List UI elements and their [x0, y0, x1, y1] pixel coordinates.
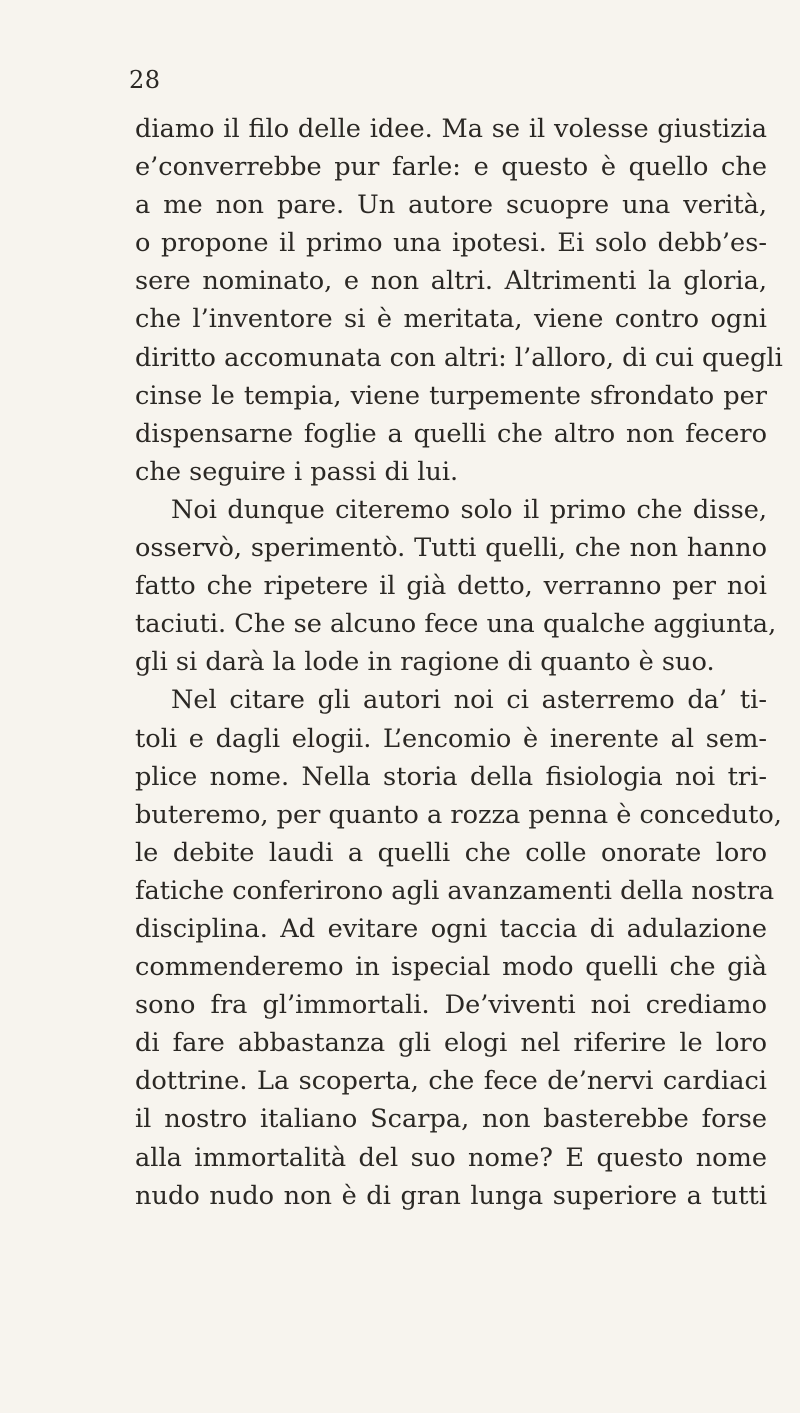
body-text	[135, 110, 783, 1215]
paragraph-end-line: gli si darà la lode in ragione di quanto è suo.	[135, 647, 715, 678]
text-line: cinse le tempia, viene turpemente sfrondato per	[135, 380, 767, 411]
text-line: fatto che ripetere il già detto, verranno per noi	[135, 571, 767, 602]
text-line: osservò, sperimentò. Tutti quelli, che non hanno	[135, 533, 767, 564]
text-line: le debite laudi a quelli che colle onorate loro	[135, 837, 767, 868]
text-line: alla immortalità del suo nome? E questo nome	[135, 1142, 767, 1173]
text-line: commenderemo in ispecial modo quelli che già	[135, 952, 767, 983]
paragraph-start-line: Noi dunque citeremo solo il primo che disse,	[171, 494, 767, 525]
paragraph-end-line: che seguire i passi di lui.	[135, 456, 459, 487]
text-line: che l’inventore si è meritata, viene contro ogni	[135, 304, 767, 335]
text-line: taciuti. Che se alcuno fece una qualche aggiunta,	[135, 609, 777, 640]
text-line: diamo il filo delle idee. Ma se il volesse giustizia	[135, 114, 767, 144]
text-line: o propone il primo una ipotesi. Ei solo debb’es-	[135, 228, 767, 259]
text-line: a me non pare. Un autore scuopre una verità,	[135, 190, 767, 221]
text-line: dispensarne foglie a quelli che altro non fecero	[135, 418, 767, 449]
text-line: nudo nudo non è di gran lunga superiore a tutti	[135, 1180, 767, 1211]
text-line: toli e dagli elogii. L’encomio è inerente al sem-	[135, 723, 767, 754]
text-line: sono fra gl’immortali. De’viventi noi crediamo	[135, 990, 767, 1021]
text-line: plice nome. Nella storia della fisiologia noi tri-	[135, 761, 767, 792]
text-line: di fare abbastanza gli elogi nel riferire le loro	[135, 1028, 767, 1059]
text-line: e’converrebbe pur farle: e questo è quello che	[135, 152, 767, 183]
text-line: buteremo, per quanto a rozza penna è conceduto,	[135, 799, 782, 830]
paragraph-start-line: Nel citare gli autori noi ci asterremo da’ ti-	[171, 685, 767, 716]
page-number: 28	[129, 66, 161, 94]
text-line: fatiche conferirono agli avanzamenti della nostra	[135, 875, 775, 906]
text-line: disciplina. Ad evitare ogni taccia di adulazione	[135, 913, 767, 944]
text-line: sere nominato, e non altri. Altrimenti la gloria,	[135, 266, 767, 297]
text-line: diritto accomunata con altri: l’alloro, di cui quegli	[135, 342, 783, 373]
text-line: dottrine. La scoperta, che fece de’nervi cardiaci	[135, 1066, 767, 1097]
text-line: il nostro italiano Scarpa, non basterebbe forse	[135, 1104, 767, 1135]
